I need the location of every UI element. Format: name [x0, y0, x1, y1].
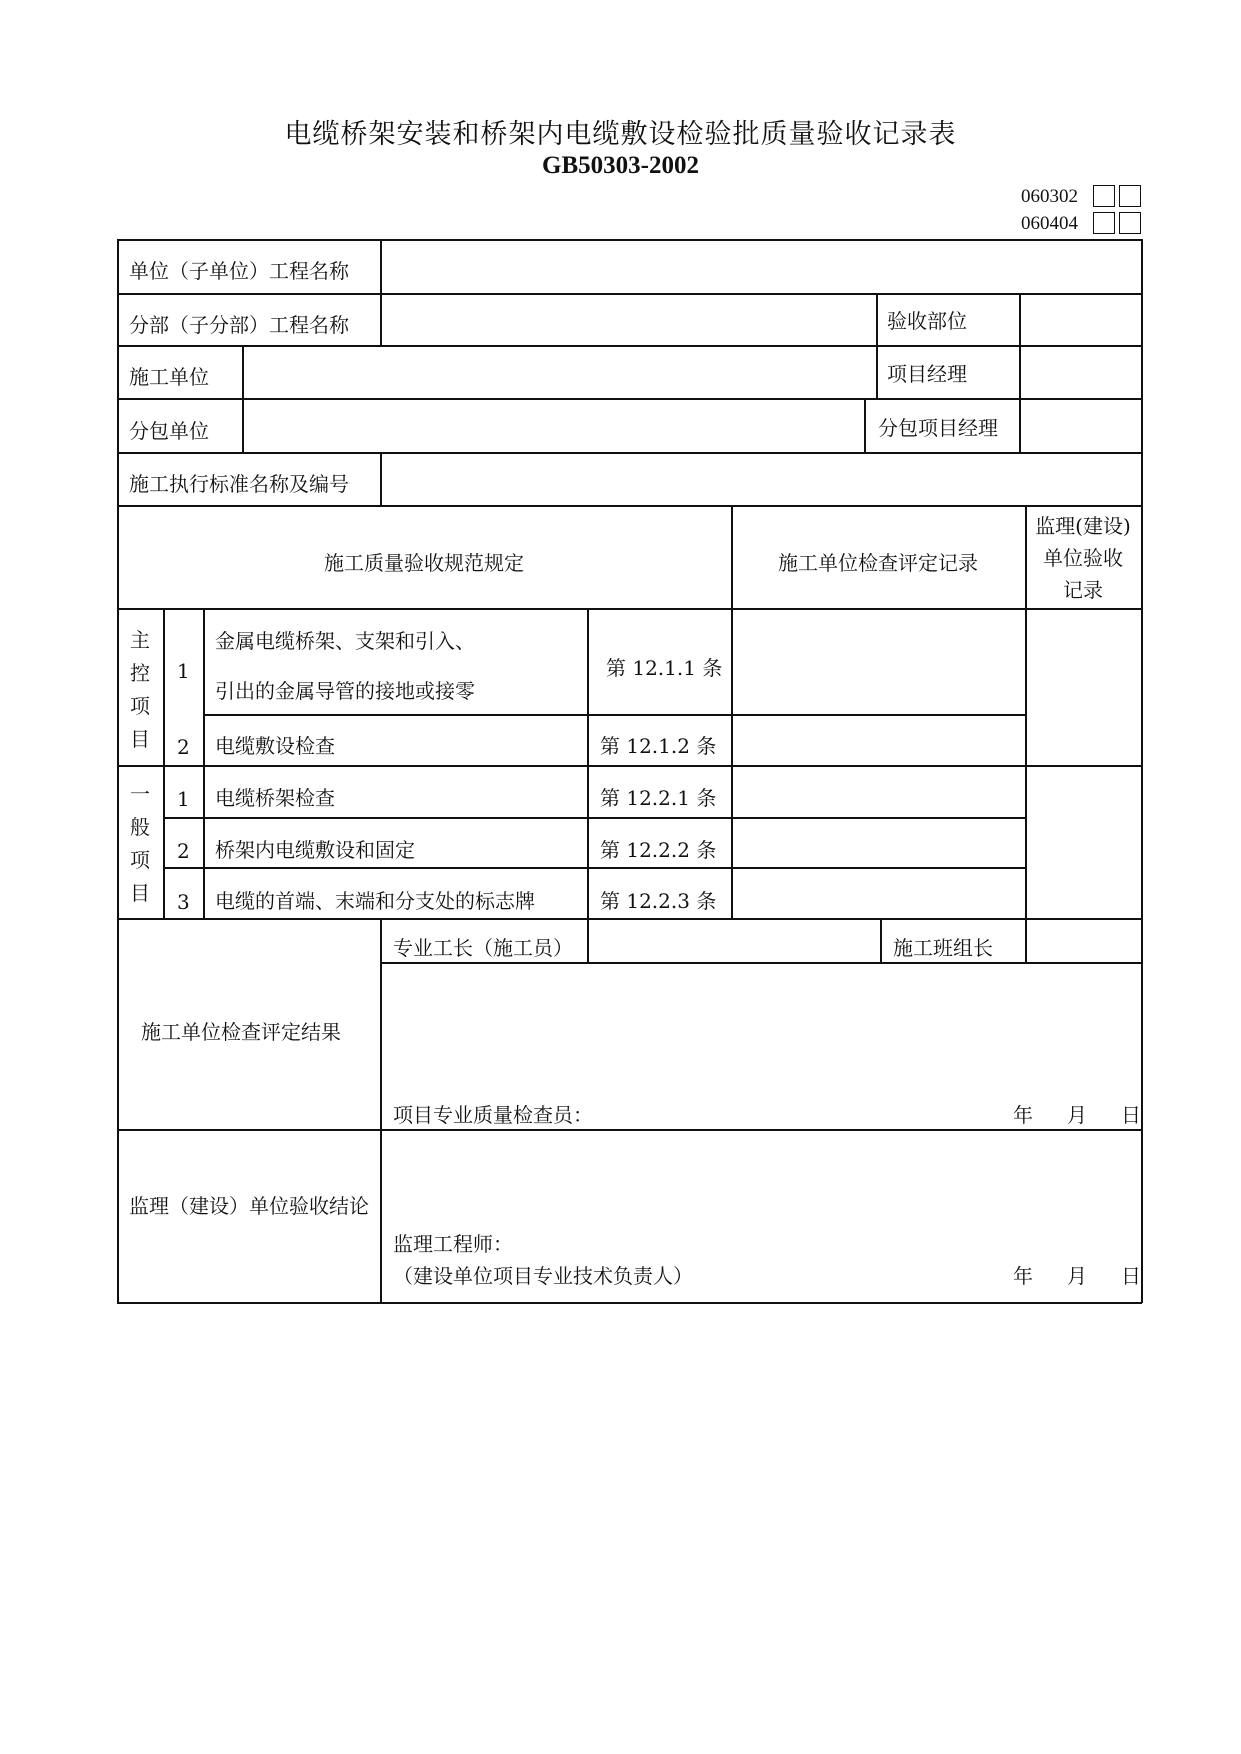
project-manager-value[interactable] [1022, 348, 1139, 397]
general-item-1-text: 电缆桥架检查 [215, 786, 335, 810]
unit-project-label: 单位（子单位）工程名称 [129, 259, 349, 283]
general-item-2-text: 桥架内电缆敷设和固定 [215, 838, 415, 862]
main-item-1-no: 1 [177, 659, 190, 683]
check-record-column-header: 施工单位检查评定记录 [778, 551, 978, 575]
conclusion-label: 监理（建设）单位验收结论 [129, 1194, 369, 1218]
standard-code: GB50303-2002 [542, 152, 699, 179]
form-number-1: 060302 [1021, 186, 1078, 207]
standard-name-value[interactable] [383, 455, 1139, 504]
main-item-2-no: 2 [177, 735, 190, 759]
form-number-2-box-2[interactable] [1119, 212, 1141, 234]
sub-project-value[interactable] [383, 296, 875, 344]
acceptance-part-value[interactable] [1022, 296, 1139, 344]
conclusion-day: 日 [1121, 1264, 1141, 1288]
main-items-label: 主控项目 [130, 628, 150, 751]
general-item-3-text: 电缆的首端、末端和分支处的标志牌 [215, 889, 535, 913]
conclusion-month: 月 [1067, 1264, 1087, 1288]
general-item-1-clause: 第 12.2.1 条 [600, 786, 717, 810]
sub-project-manager-value[interactable] [1022, 401, 1139, 451]
main-item-1-text-line2: 引出的金属导管的接地或接零 [215, 679, 475, 703]
team-leader-label: 施工班组长 [893, 936, 993, 960]
construction-unit-label: 施工单位 [129, 365, 209, 389]
result-day: 日 [1121, 1103, 1141, 1127]
form-number-2-box-1[interactable] [1093, 212, 1115, 234]
subcontractor-label: 分包单位 [129, 419, 209, 443]
main-item-2-clause: 第 12.1.2 条 [600, 734, 717, 758]
sub-project-label: 分部（子分部）工程名称 [129, 313, 349, 337]
result-year: 年 [1013, 1103, 1033, 1127]
acceptance-part-label: 验收部位 [887, 309, 967, 333]
sub-project-manager-label: 分包项目经理 [878, 416, 998, 440]
general-item-3-clause: 第 12.2.3 条 [600, 889, 717, 913]
main-item-2-text: 电缆敷设检查 [215, 734, 335, 758]
project-manager-label: 项目经理 [887, 362, 967, 386]
general-items-label: 一般项目 [130, 782, 150, 905]
result-month: 月 [1067, 1103, 1087, 1127]
main-item-1-text-line1: 金属电缆桥架、支架和引入、 [215, 629, 475, 653]
form-number-1-box-2[interactable] [1119, 185, 1141, 207]
construction-unit-value[interactable] [245, 348, 875, 397]
foreman-label: 专业工长（施工员） [393, 936, 573, 960]
engineer-label: 监理工程师： [393, 1232, 513, 1256]
unit-project-value[interactable] [383, 242, 1139, 292]
owner-rep-label: （建设单位项目专业技术负责人） [393, 1264, 693, 1288]
general-item-3-no: 3 [177, 890, 190, 914]
form-number-1-box-1[interactable] [1093, 185, 1115, 207]
general-item-2-clause: 第 12.2.2 条 [600, 838, 717, 862]
result-label: 施工单位检查评定结果 [141, 1020, 341, 1044]
supervision-record-column-header: 监理(建设)单位验收记录 [1035, 514, 1131, 602]
general-item-2-no: 2 [177, 839, 190, 863]
page-title: 电缆桥架安装和桥架内电缆敷设检验批质量验收记录表 [284, 119, 957, 150]
standard-name-label: 施工执行标准名称及编号 [129, 472, 349, 496]
general-item-1-no: 1 [177, 787, 190, 811]
spec-column-header: 施工质量验收规范规定 [324, 551, 524, 575]
conclusion-year: 年 [1013, 1264, 1033, 1288]
main-item-1-clause: 第 12.1.1 条 [606, 656, 723, 680]
subcontractor-value[interactable] [245, 401, 863, 451]
inspector-label: 项目专业质量检查员： [393, 1103, 593, 1127]
form-number-2: 060404 [1021, 213, 1078, 234]
